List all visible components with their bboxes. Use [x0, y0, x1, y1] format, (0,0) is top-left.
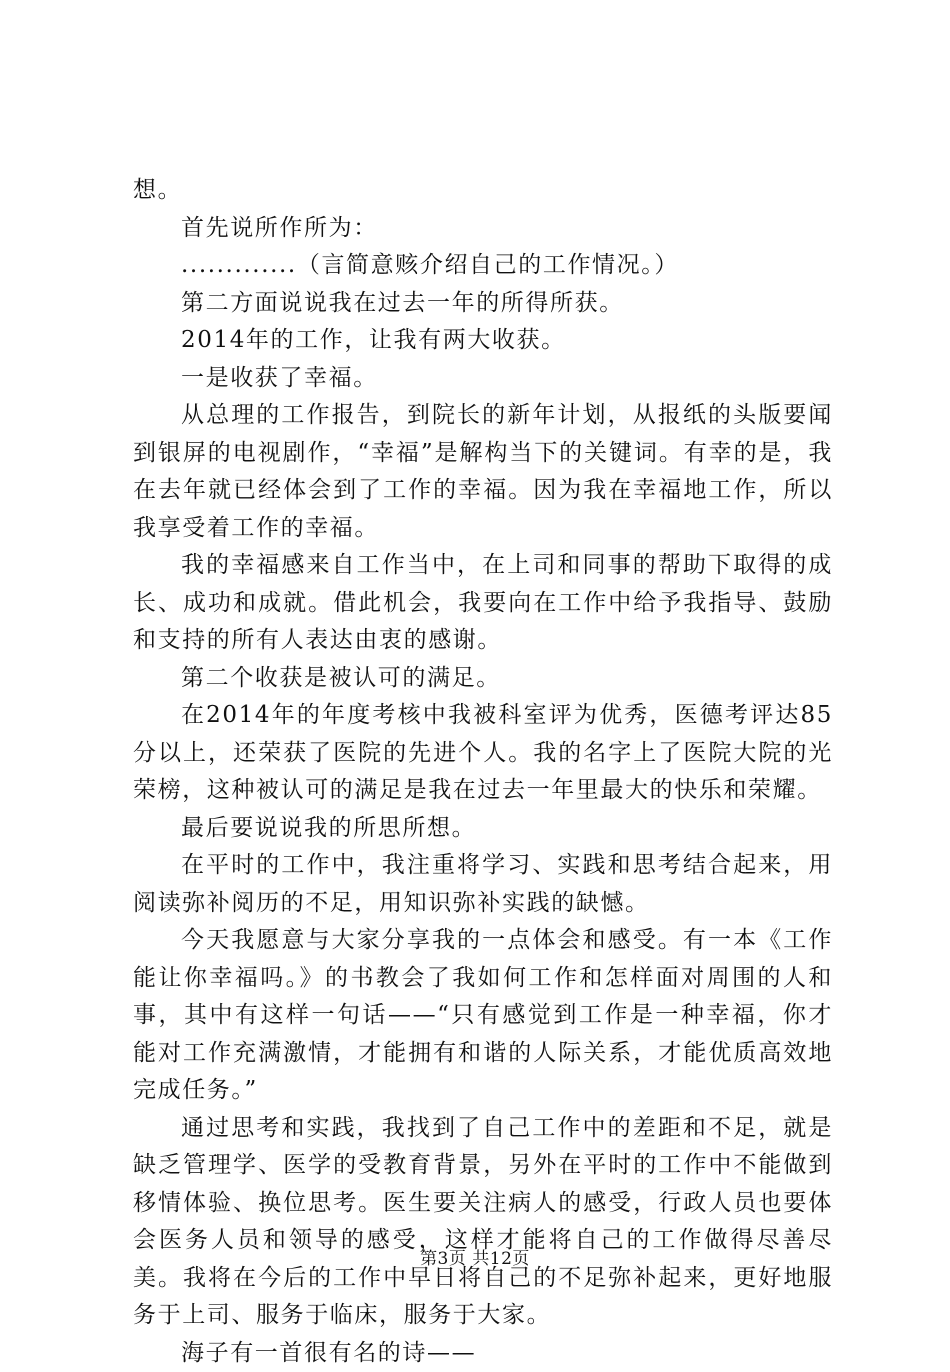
- paragraph: 从总理的工作报告，到院长的新年计划，从报纸的头版要闻到银屏的电视剧作，“幸福”是解构当下的关键词。有幸的是，我在去年就已经体会到了工作的幸福。因为我在幸福地工作，所以我享受着工作的幸福。: [133, 397, 833, 547]
- paragraph: 第二个收获是被认可的满足。: [133, 660, 833, 698]
- paragraph: .............（言简意赅介绍自己的工作情况。）: [133, 247, 833, 285]
- paragraph: 在平时的工作中，我注重将学习、实践和思考结合起来，用阅读弥补阅历的不足，用知识弥补实践的缺憾。: [133, 847, 833, 922]
- paragraph: 第二方面说说我在过去一年的所得所获。: [133, 285, 833, 323]
- paragraph: 通过思考和实践，我找到了自己工作中的差距和不足，就是缺乏管理学、医学的受教育背景，另外在平时的工作中不能做到移情体验、换位思考。医生要关注病人的感受，行政人员也要体会医务人员和领导的感受，这样才能将自己的工作做得尽善尽美。我将在今后的工作中早日将自己的不足弥补起来，更好地服务于上司、服务于临床，服务于大家。: [133, 1110, 833, 1335]
- paragraph: 在2014年的年度考核中我被科室评为优秀，医德考评达85分以上，还荣获了医院的先进个人。我的名字上了医院大院的光荣榜，这种被认可的满足是我在过去一年里最大的快乐和荣耀。: [133, 697, 833, 810]
- document-body: [133, 172, 833, 1372]
- paragraph: 海子有一首很有名的诗——: [133, 1335, 833, 1372]
- page-footer: 第3页 共12页: [0, 1244, 950, 1269]
- paragraph: 2014年的工作，让我有两大收获。: [133, 322, 833, 360]
- paragraph: 我的幸福感来自工作当中，在上司和同事的帮助下取得的成长、成功和成就。借此机会，我要向在工作中给予我指导、鼓励和支持的所有人表达由衷的感谢。: [133, 547, 833, 660]
- paragraph: 最后要说说我的所思所想。: [133, 810, 833, 848]
- paragraph: 今天我愿意与大家分享我的一点体会和感受。有一本《工作能让你幸福吗。》的书教会了我如何工作和怎样面对周围的人和事，其中有这样一句话——“只有感觉到工作是一种幸福，你才能对工作充满激情，才能拥有和谐的人际关系，才能优质高效地完成任务。”: [133, 922, 833, 1110]
- paragraph: 一是收获了幸福。: [133, 360, 833, 398]
- paragraph: 想。: [133, 172, 833, 210]
- paragraph: 首先说所作所为：: [133, 210, 833, 248]
